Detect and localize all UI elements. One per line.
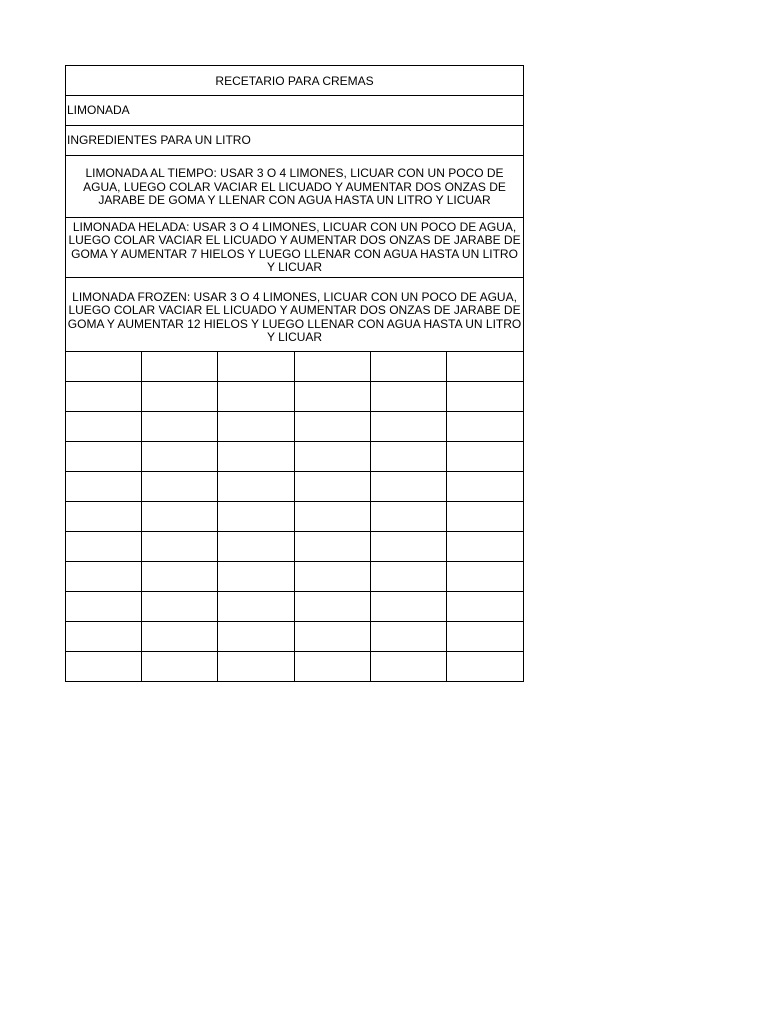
grid-cell[interactable] (66, 652, 142, 682)
grid-cell[interactable] (66, 472, 142, 502)
grid-cell[interactable] (447, 472, 524, 502)
grid-cell[interactable] (371, 592, 447, 622)
grid-cell[interactable] (447, 652, 524, 682)
grid-cell[interactable] (142, 562, 218, 592)
grid-cell[interactable] (295, 472, 371, 502)
ingredients-cell[interactable] (66, 126, 524, 156)
grid-cell[interactable] (295, 412, 371, 442)
grid-cell[interactable] (447, 562, 524, 592)
grid-cell[interactable] (218, 442, 295, 472)
grid-cell[interactable] (142, 652, 218, 682)
recipe-frozen-text: LIMONADA FROZEN: USAR 3 O 4 LIMONES, LICUAR CON UN POCO DE AGUA, LUEGO COLAR VACIAR EL LICUADO Y AUMENTAR DOS ONZAS DE JARABE DE GOMA Y AUMENTAR 12 HIELOS Y LUEGO LLENAR CON AGUA HASTA UN LITRO Y LICUAR (67, 289, 522, 344)
grid-cell[interactable] (66, 562, 142, 592)
grid-cell[interactable] (447, 412, 524, 442)
grid-cell[interactable] (447, 352, 524, 382)
grid-cell[interactable] (447, 592, 524, 622)
grid-cell[interactable] (142, 532, 218, 562)
recipe-subtitle: LIMONADA (67, 102, 130, 117)
grid-cell[interactable] (66, 382, 142, 412)
ingredients-heading: INGREDIENTES PARA UN LITRO (67, 132, 251, 147)
recipe-row (66, 278, 524, 352)
recipe-cell[interactable] (66, 218, 524, 278)
grid-cell[interactable] (142, 412, 218, 442)
grid-cell[interactable] (142, 592, 218, 622)
recipe-row (66, 218, 524, 278)
grid-row (66, 532, 524, 562)
recipe-sheet (65, 65, 524, 682)
grid-cell[interactable] (295, 562, 371, 592)
grid-cell[interactable] (371, 532, 447, 562)
grid-cell[interactable] (295, 382, 371, 412)
grid-cell[interactable] (218, 502, 295, 532)
grid-cell[interactable] (371, 562, 447, 592)
grid-cell[interactable] (371, 382, 447, 412)
grid-cell[interactable] (218, 652, 295, 682)
title-cell[interactable] (66, 66, 524, 96)
ingredients-row (66, 126, 524, 156)
grid-cell[interactable] (218, 532, 295, 562)
grid-row (66, 412, 524, 442)
grid-cell[interactable] (218, 622, 295, 652)
recipe-al-tiempo-text: LIMONADA AL TIEMPO: USAR 3 O 4 LIMONES, LICUAR CON UN POCO DE AGUA, LUEGO COLAR VACIAR EL LICUADO Y AUMENTAR DOS ONZAS DE JARABE DE GOMA Y LLENAR CON AGUA HASTA UN LITRO Y LICUAR (83, 166, 506, 208)
grid-cell[interactable] (295, 352, 371, 382)
grid-cell[interactable] (295, 532, 371, 562)
grid-row (66, 652, 524, 682)
recipe-helada-text: LIMONADA HELADA: USAR 3 O 4 LIMONES, LICUAR CON UN POCO DE AGUA, LUEGO COLAR VACIAR EL LICUADO Y AUMENTAR DOS ONZAS DE JARABE DE GOMA Y AUMENTAR 7 HIELOS Y LUEGO LLENAR CON AGUA HASTA UN LITRO Y LICUAR (68, 219, 521, 274)
grid-row (66, 352, 524, 382)
grid-cell[interactable] (218, 592, 295, 622)
grid-cell[interactable] (447, 382, 524, 412)
grid-cell[interactable] (142, 382, 218, 412)
grid-cell[interactable] (142, 622, 218, 652)
empty-grid (66, 352, 524, 682)
grid-cell[interactable] (295, 502, 371, 532)
grid-cell[interactable] (447, 502, 524, 532)
grid-cell[interactable] (371, 472, 447, 502)
grid-cell[interactable] (142, 472, 218, 502)
grid-cell[interactable] (218, 382, 295, 412)
grid-cell[interactable] (371, 352, 447, 382)
subtitle-cell[interactable] (66, 96, 524, 126)
recipe-cell[interactable] (66, 156, 524, 218)
grid-cell[interactable] (142, 502, 218, 532)
subtitle-row (66, 96, 524, 126)
grid-cell[interactable] (371, 652, 447, 682)
grid-cell[interactable] (66, 592, 142, 622)
grid-cell[interactable] (371, 442, 447, 472)
recipe-row (66, 156, 524, 218)
grid-row (66, 472, 524, 502)
grid-cell[interactable] (142, 352, 218, 382)
grid-row (66, 382, 524, 412)
grid-cell[interactable] (371, 412, 447, 442)
grid-cell[interactable] (447, 532, 524, 562)
grid-row (66, 442, 524, 472)
grid-cell[interactable] (218, 472, 295, 502)
grid-row (66, 562, 524, 592)
grid-cell[interactable] (295, 442, 371, 472)
grid-cell[interactable] (447, 442, 524, 472)
grid-cell[interactable] (371, 622, 447, 652)
grid-cell[interactable] (218, 412, 295, 442)
grid-cell[interactable] (66, 532, 142, 562)
grid-cell[interactable] (66, 502, 142, 532)
grid-cell[interactable] (66, 442, 142, 472)
grid-cell[interactable] (142, 442, 218, 472)
grid-cell[interactable] (371, 502, 447, 532)
grid-cell[interactable] (447, 622, 524, 652)
grid-row (66, 592, 524, 622)
grid-cell[interactable] (218, 562, 295, 592)
grid-cell[interactable] (295, 622, 371, 652)
grid-cell[interactable] (295, 592, 371, 622)
title-row (66, 66, 524, 96)
grid-cell[interactable] (218, 352, 295, 382)
grid-cell[interactable] (66, 352, 142, 382)
grid-cell[interactable] (66, 622, 142, 652)
sheet-title: RECETARIO PARA CREMAS (215, 73, 374, 88)
grid-row (66, 502, 524, 532)
grid-cell[interactable] (66, 412, 142, 442)
grid-row (66, 622, 524, 652)
recipe-cell[interactable] (66, 278, 524, 352)
grid-cell[interactable] (295, 652, 371, 682)
sheet-body (66, 66, 524, 352)
